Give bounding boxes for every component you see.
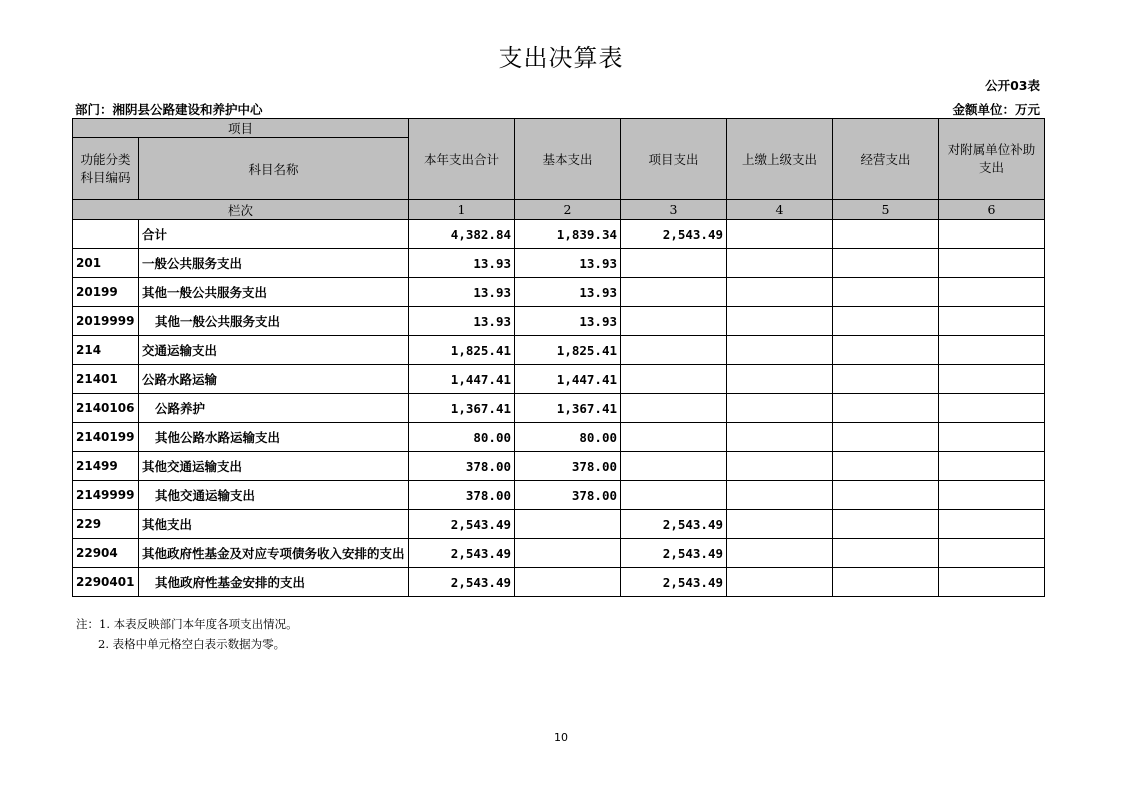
row-subsidy bbox=[939, 568, 1045, 597]
row-upper bbox=[727, 481, 833, 510]
row-basic bbox=[515, 510, 621, 539]
row-business bbox=[833, 249, 939, 278]
row-code: 201 bbox=[73, 249, 139, 278]
row-total: 378.00 bbox=[409, 452, 515, 481]
row-name: 其他支出 bbox=[139, 510, 409, 539]
index-5: 5 bbox=[833, 200, 939, 220]
department-label: 部门：湘阴县公路建设和养护中心 bbox=[75, 102, 263, 117]
note-1: 注：1. 本表反映部门本年度各项支出情况。 bbox=[76, 617, 298, 631]
row-upper bbox=[727, 510, 833, 539]
row-business bbox=[833, 394, 939, 423]
row-name: 其他政府性基金安排的支出 bbox=[139, 568, 409, 597]
index-3: 3 bbox=[621, 200, 727, 220]
table-row bbox=[73, 481, 1045, 510]
row-code: 214 bbox=[73, 336, 139, 365]
row-name: 其他交通运输支出 bbox=[139, 481, 409, 510]
row-total: 2,543.49 bbox=[409, 568, 515, 597]
index-label: 栏次 bbox=[73, 200, 409, 220]
row-subsidy bbox=[939, 365, 1045, 394]
row-total: 80.00 bbox=[409, 423, 515, 452]
header-col-upper: 上缴上级支出 bbox=[727, 119, 833, 200]
header-project: 项目 bbox=[73, 119, 409, 138]
row-subsidy bbox=[939, 539, 1045, 568]
row-subsidy bbox=[939, 307, 1045, 336]
row-upper bbox=[727, 452, 833, 481]
table-row bbox=[73, 452, 1045, 481]
row-code: 229 bbox=[73, 510, 139, 539]
row-project: 2,543.49 bbox=[621, 220, 727, 249]
row-project bbox=[621, 365, 727, 394]
row-subsidy bbox=[939, 336, 1045, 365]
row-project bbox=[621, 307, 727, 336]
row-subsidy bbox=[939, 278, 1045, 307]
row-upper bbox=[727, 336, 833, 365]
header-row-top bbox=[73, 119, 1045, 138]
row-total: 2,543.49 bbox=[409, 510, 515, 539]
table-row bbox=[73, 336, 1045, 365]
row-name: 一般公共服务支出 bbox=[139, 249, 409, 278]
row-subsidy bbox=[939, 423, 1045, 452]
row-basic: 1,367.41 bbox=[515, 394, 621, 423]
row-total: 13.93 bbox=[409, 278, 515, 307]
header-col-project: 项目支出 bbox=[621, 119, 727, 200]
header-col-total: 本年支出合计 bbox=[409, 119, 515, 200]
row-project: 2,543.49 bbox=[621, 539, 727, 568]
row-total: 13.93 bbox=[409, 307, 515, 336]
page-number: 10 bbox=[554, 731, 568, 744]
row-business bbox=[833, 481, 939, 510]
row-business bbox=[833, 307, 939, 336]
header-func-code: 功能分类科目编码 bbox=[73, 138, 139, 200]
row-upper bbox=[727, 249, 833, 278]
row-subsidy bbox=[939, 452, 1045, 481]
row-subsidy bbox=[939, 510, 1045, 539]
row-basic: 1,825.41 bbox=[515, 336, 621, 365]
row-name: 其他交通运输支出 bbox=[139, 452, 409, 481]
row-upper bbox=[727, 394, 833, 423]
row-project bbox=[621, 278, 727, 307]
row-basic: 80.00 bbox=[515, 423, 621, 452]
row-code: 2140106 bbox=[73, 394, 139, 423]
header-index-row bbox=[73, 200, 1045, 220]
row-business bbox=[833, 539, 939, 568]
row-project bbox=[621, 394, 727, 423]
row-upper bbox=[727, 278, 833, 307]
row-total: 1,825.41 bbox=[409, 336, 515, 365]
row-upper bbox=[727, 307, 833, 336]
index-1: 1 bbox=[409, 200, 515, 220]
row-name: 合计 bbox=[139, 220, 409, 249]
header-col-business: 经营支出 bbox=[833, 119, 939, 200]
expenditure-table bbox=[72, 118, 1045, 597]
row-upper bbox=[727, 423, 833, 452]
index-6: 6 bbox=[939, 200, 1045, 220]
table-row bbox=[73, 307, 1045, 336]
row-code: 20199 bbox=[73, 278, 139, 307]
table-notes bbox=[76, 614, 298, 654]
row-project bbox=[621, 423, 727, 452]
row-project bbox=[621, 336, 727, 365]
row-upper bbox=[727, 220, 833, 249]
row-code: 2019999 bbox=[73, 307, 139, 336]
row-name: 交通运输支出 bbox=[139, 336, 409, 365]
row-total: 378.00 bbox=[409, 481, 515, 510]
table-row bbox=[73, 365, 1045, 394]
row-business bbox=[833, 568, 939, 597]
row-name: 公路水路运输 bbox=[139, 365, 409, 394]
row-business bbox=[833, 452, 939, 481]
row-business bbox=[833, 220, 939, 249]
row-basic: 378.00 bbox=[515, 452, 621, 481]
page-title: 支出决算表 bbox=[498, 44, 624, 72]
row-code: 2290401 bbox=[73, 568, 139, 597]
row-basic: 13.93 bbox=[515, 307, 621, 336]
row-total: 2,543.49 bbox=[409, 539, 515, 568]
row-code: 2149999 bbox=[73, 481, 139, 510]
table-row bbox=[73, 394, 1045, 423]
header-col-subsidy: 对附属单位补助支出 bbox=[939, 119, 1045, 200]
row-project bbox=[621, 452, 727, 481]
note-2: 2. 表格中单元格空白表示数据为零。 bbox=[98, 637, 286, 651]
row-subsidy bbox=[939, 394, 1045, 423]
row-upper bbox=[727, 568, 833, 597]
table-row bbox=[73, 510, 1045, 539]
row-basic bbox=[515, 539, 621, 568]
row-basic bbox=[515, 568, 621, 597]
row-code: 21499 bbox=[73, 452, 139, 481]
row-basic: 378.00 bbox=[515, 481, 621, 510]
table-row bbox=[73, 278, 1045, 307]
row-subsidy bbox=[939, 481, 1045, 510]
row-basic: 13.93 bbox=[515, 249, 621, 278]
row-name: 其他公路水路运输支出 bbox=[139, 423, 409, 452]
row-total: 4,382.84 bbox=[409, 220, 515, 249]
row-business bbox=[833, 336, 939, 365]
row-subsidy bbox=[939, 249, 1045, 278]
row-basic: 1,447.41 bbox=[515, 365, 621, 394]
row-total: 1,447.41 bbox=[409, 365, 515, 394]
row-subsidy bbox=[939, 220, 1045, 249]
table-row bbox=[73, 220, 1045, 249]
form-number: 公开03表 bbox=[985, 78, 1040, 93]
row-business bbox=[833, 423, 939, 452]
row-project bbox=[621, 481, 727, 510]
index-2: 2 bbox=[515, 200, 621, 220]
header-col-basic: 基本支出 bbox=[515, 119, 621, 200]
header-subject-name: 科目名称 bbox=[139, 138, 409, 200]
row-code: 22904 bbox=[73, 539, 139, 568]
amount-unit-label: 金额单位：万元 bbox=[952, 102, 1040, 117]
row-name: 其他一般公共服务支出 bbox=[139, 307, 409, 336]
row-upper bbox=[727, 365, 833, 394]
row-name: 其他政府性基金及对应专项债务收入安排的支出 bbox=[139, 539, 409, 568]
row-code bbox=[73, 220, 139, 249]
table-row bbox=[73, 568, 1045, 597]
row-code: 2140199 bbox=[73, 423, 139, 452]
row-code: 21401 bbox=[73, 365, 139, 394]
row-basic: 1,839.34 bbox=[515, 220, 621, 249]
row-business bbox=[833, 365, 939, 394]
row-total: 1,367.41 bbox=[409, 394, 515, 423]
index-4: 4 bbox=[727, 200, 833, 220]
row-project: 2,543.49 bbox=[621, 568, 727, 597]
row-project bbox=[621, 249, 727, 278]
table-row bbox=[73, 539, 1045, 568]
row-total: 13.93 bbox=[409, 249, 515, 278]
row-basic: 13.93 bbox=[515, 278, 621, 307]
table-row bbox=[73, 423, 1045, 452]
row-project: 2,543.49 bbox=[621, 510, 727, 539]
row-upper bbox=[727, 539, 833, 568]
row-business bbox=[833, 278, 939, 307]
row-name: 其他一般公共服务支出 bbox=[139, 278, 409, 307]
row-business bbox=[833, 510, 939, 539]
row-name: 公路养护 bbox=[139, 394, 409, 423]
table-row bbox=[73, 249, 1045, 278]
